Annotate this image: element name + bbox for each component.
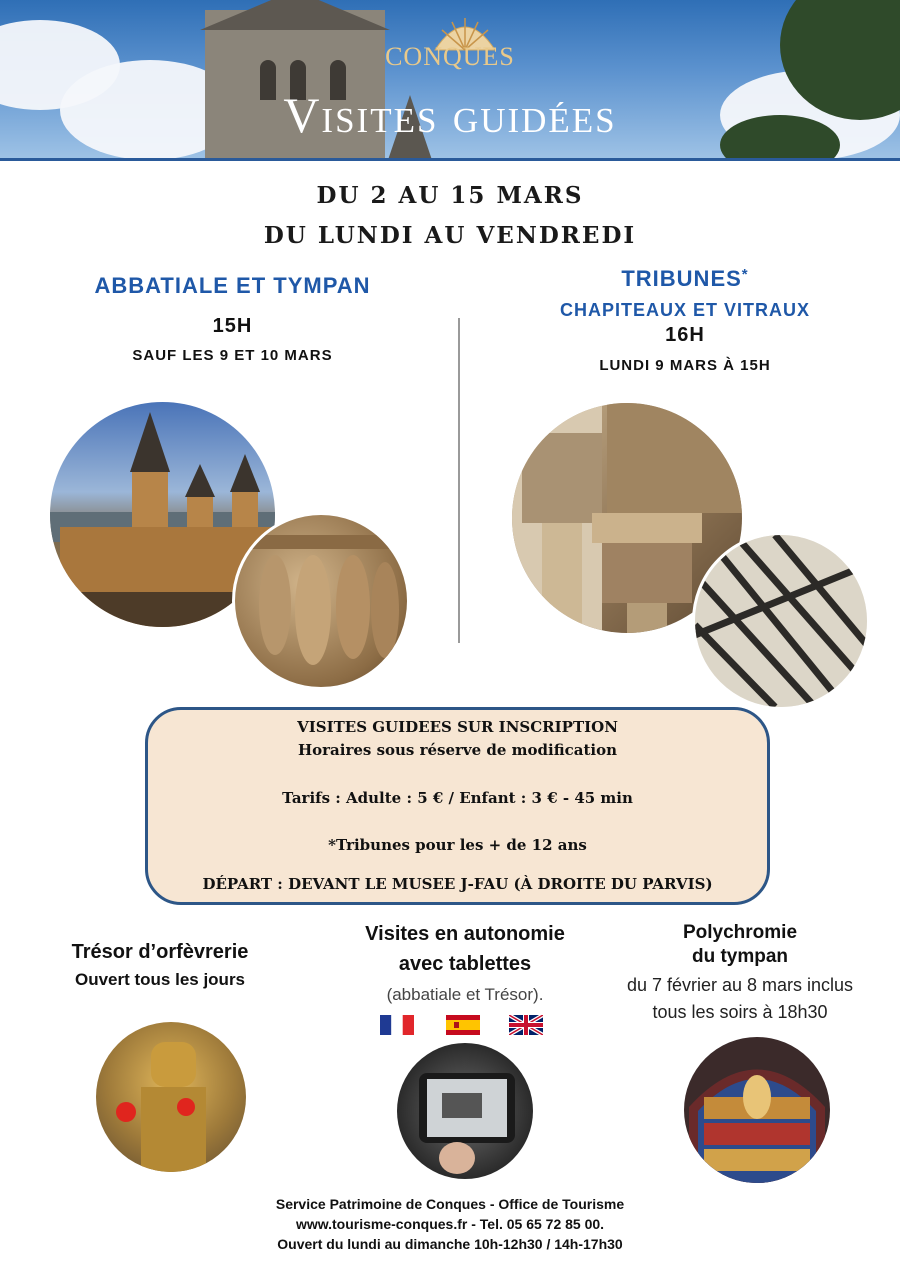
info-registration: VISITES GUIDEES SUR INSCRIPTION (297, 718, 618, 736)
poly-dates: du 7 février au 8 mars inclus (626, 975, 854, 995)
polychrome-tympan-photo (684, 1037, 830, 1183)
right-column-time: 16H (665, 324, 705, 346)
left-column-note: SAUF LES 9 ET 10 MARS (132, 347, 333, 364)
tablets-title-line-2: avec tablettes (398, 953, 532, 975)
info-prices: Tarifs : Adulte : 5 € / Enfant : 3 € - 45 min (282, 789, 633, 807)
dates-line-1: DU 2 AU 15 MARS (316, 182, 584, 209)
tympan-sculpture-photo (232, 512, 410, 690)
right-column-note: LUNDI 9 MARS À 15H (599, 357, 771, 374)
banner-divider (0, 158, 900, 161)
header-banner (0, 0, 900, 160)
dates-line-2: DU LUNDI AU VENDREDI (263, 222, 637, 249)
tablets-title-line-1: Visites en autonomie (365, 923, 565, 945)
tablets-subtitle: (abbatiale et Trésor). (386, 985, 544, 1004)
right-column-subtitle: CHAPITEAUX ET VITRAUX (559, 300, 811, 320)
right-column-title-text: TRIBUNES (621, 266, 742, 291)
tower-roof-shape (200, 0, 390, 30)
poly-time: tous les soirs à 18h30 (652, 1002, 828, 1022)
left-column-title: ABBATIALE ET TYMPAN (94, 273, 371, 298)
tresor-subtitle: Ouvert tous les jours (74, 970, 246, 989)
tympan-illustration (684, 1037, 830, 1183)
footer-contact: www.tourisme-conques.fr - Tel. 05 65 72 85 00. (295, 1216, 605, 1232)
tresor-photo (96, 1022, 246, 1172)
window-bars-illustration (695, 535, 867, 707)
right-column-title (490, 266, 880, 292)
stained-glass-photo (692, 532, 870, 710)
asterisk-mark: * (741, 266, 749, 283)
left-column-time: 15H (212, 315, 253, 337)
info-departure: DÉPART : DEVANT LE MUSEE J-FAU (À DROITE DU PARVIS) (202, 875, 713, 893)
spain-flag-icon (446, 1015, 480, 1035)
reliquary-illustration (96, 1022, 246, 1172)
info-schedule-notice: Horaires sous réserve de modification (297, 741, 618, 759)
poly-title-line-2: du tympan (691, 946, 789, 967)
tablet-photo (397, 1043, 533, 1179)
tablet-illustration (397, 1043, 533, 1179)
conques-logo-text: CONQUES (385, 42, 515, 71)
poly-title-line-1: Polychromie (682, 922, 798, 943)
info-box (145, 707, 770, 905)
tresor-title: Trésor d’orfèvrerie (71, 941, 249, 963)
info-age-note: *Tribunes pour les + de 12 ans (328, 836, 587, 854)
footer-hours: Ouvert du lundi au dimanche 10h-12h30 / 14h-17h30 (277, 1236, 623, 1252)
column-divider (458, 318, 460, 643)
sculpture-illustration (235, 515, 407, 687)
france-flag-icon (380, 1015, 414, 1035)
footer-service: Service Patrimoine de Conques - Office de Tourisme (275, 1196, 625, 1212)
uk-flag-icon (509, 1015, 543, 1035)
page-title: Visites guidées (283, 87, 617, 143)
